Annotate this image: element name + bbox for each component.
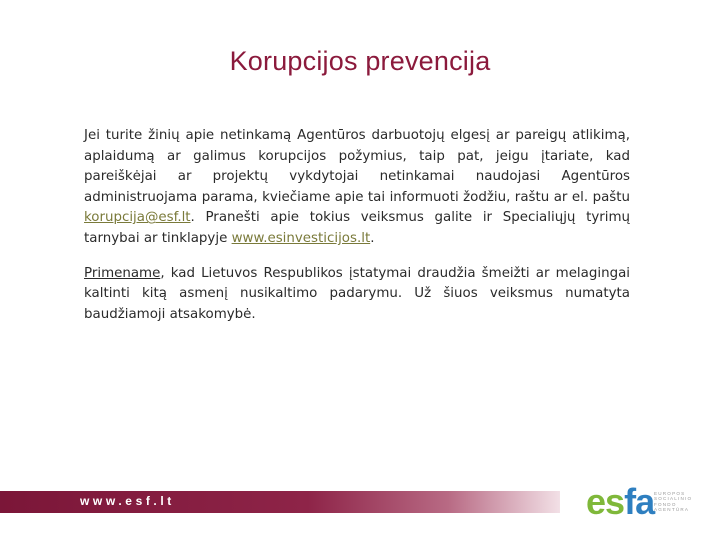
paragraph1-text-between: . Pranešti apie tokius veiksmus galite ir Specialiųjų tyrimų tarnybai ar tinklapyje [84,210,630,246]
footer-url: www.esf.lt [80,494,175,508]
logo-subtitle: EUROPOS SOCIALINIO FONDO AGENTŪRA [654,491,693,513]
paragraph1-text-before-email: Jei turite žinių apie netinkamą Agentūros darbuotojų elgesį ar pareigų atlikimą, aplaidumą ar galimus korupcijos požymius, taip pat, jeigu įtariate, kad pareiškėjai ar projektų vykdytojai netinkamai naudojasi Agentūros administruojama parama, kviečiame apie tai informuoti žodžiu, raštu ar el. paštu [84,128,630,205]
logo-wordmark: esfa [586,481,655,522]
website-link[interactable]: www.esinvesticijos.lt [231,230,371,246]
paragraph-reminder [84,264,630,326]
slide-title: Korupcijos prevencija [229,46,491,76]
esfa-logo [586,482,712,522]
paragraph-report-info [84,126,630,250]
reminder-rest: , kad Lietuvos Respublikos įstatymai draudžia šmeižti ar melagingai kaltinti kitą asmenį nusikaltimo padarymu. Už šiuos veiksmus numatyta baudžiamoji atsakomybė. [84,265,630,322]
reminder-lead: Primename [84,265,161,281]
email-link[interactable]: korupcija@esf.lt [84,210,191,226]
body-text [84,126,630,325]
paragraph1-text-after: . [370,230,375,246]
